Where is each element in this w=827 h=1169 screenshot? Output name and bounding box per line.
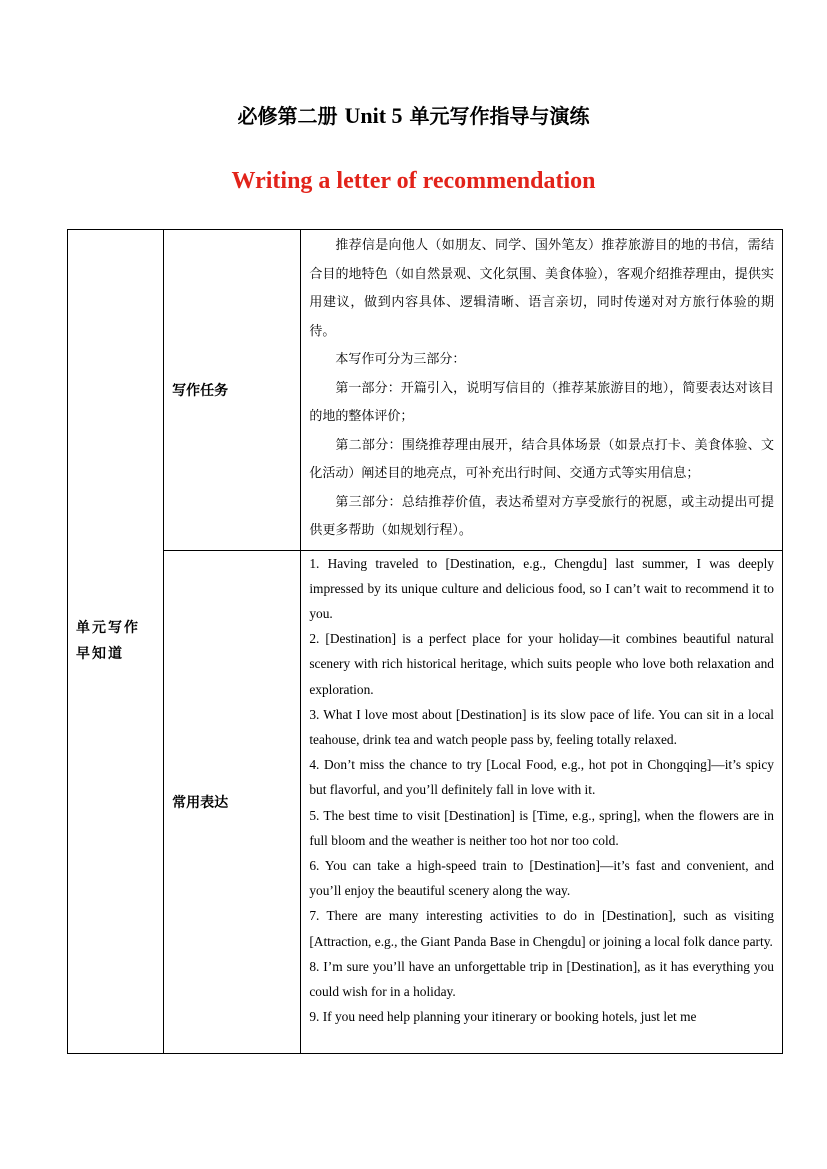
expressions-row (68, 550, 783, 1053)
page-title (0, 100, 827, 129)
expression-item: 3. What I love most about [Destination] is its slow pace of life. You can sit in a local teahouse, drink tea and watch people pass by, feeling totally relaxed. (309, 706, 774, 747)
expression-item: 1. Having traveled to [Destination, e.g., Chengdu] last summer, I was deeply impressed by its unique culture and delicious food, so I can’t wait to recommend it to you. (309, 555, 774, 621)
task-content (301, 230, 783, 551)
expression-item: 6. You can take a high-speed train to [Destination]—it’s fast and convenient, and you’ll enjoy the beautiful scenery along the way. (309, 857, 774, 899)
task-paragraph: 第一部分：开篇引入，说明写信目的（推荐某旅游目的地），简要表达对该目的地的整体评价； (309, 380, 774, 424)
expression-item: 7. There are many interesting activities to do in [Destination], such as visiting [Attraction, e.g., the Giant Panda Base in Chengdu] or joining a local folk dance party. (309, 908, 774, 949)
task-label: 写作任务 (164, 230, 301, 551)
expressions-content (301, 550, 783, 1053)
task-row (68, 230, 783, 551)
title-suffix: 单元写作指导与演练 (409, 104, 590, 128)
expression-item: 9. If you need help planning your itinerary or booking hotels, just let me (309, 1009, 697, 1025)
task-paragraph: 推荐信是向他人（如朋友、同学、国外笔友）推荐旅游目的地的书信，需结合目的地特色（如自然景观、文化氛围、美食体验），客观介绍推荐理由，提供实用建议，做到内容具体、逻辑清晰、语言亲切，同时传递对对方旅行体验的期待。 (309, 238, 774, 339)
task-paragraph: 第二部分：围绕推荐理由展开，结合具体场景（如景点打卡、美食体验、文化活动）阐述目的地亮点，可补充出行时间、交通方式等实用信息； (309, 437, 774, 481)
expressions-label: 常用表达 (164, 550, 301, 1053)
title-unit: Unit 5 (344, 103, 403, 128)
expression-item: 2. [Destination] is a perfect place for your holiday—it combines beautiful natural scenery with rich historical heritage, which suits people who love both relaxation and exploration. (309, 631, 774, 697)
category-cell: 单元写作早知道 (68, 230, 164, 1054)
writing-guide-table (67, 229, 783, 1054)
expression-item: 4. Don’t miss the chance to try [Local Food, e.g., hot pot in Chongqing]—it’s spicy but flavorful, and you’ll definitely fall in love with it. (309, 757, 774, 798)
subtitle: Writing a letter of recommendation (231, 168, 596, 194)
task-paragraph: 本写作可分为三部分： (335, 352, 466, 367)
expression-item: 8. I’m sure you’ll have an unforgettable trip in [Destination], as it has everything you could wish for in a holiday. (309, 958, 774, 999)
title-prefix: 必修第二册 (237, 104, 338, 128)
task-paragraph: 第三部分：总结推荐价值，表达希望对方享受旅行的祝愿，或主动提出可提供更多帮助（如规划行程）。 (309, 494, 774, 538)
expression-item: 5. The best time to visit [Destination] is [Time, e.g., spring], when the flowers are in full bloom and the weather is neither too hot nor too cold. (309, 807, 774, 848)
